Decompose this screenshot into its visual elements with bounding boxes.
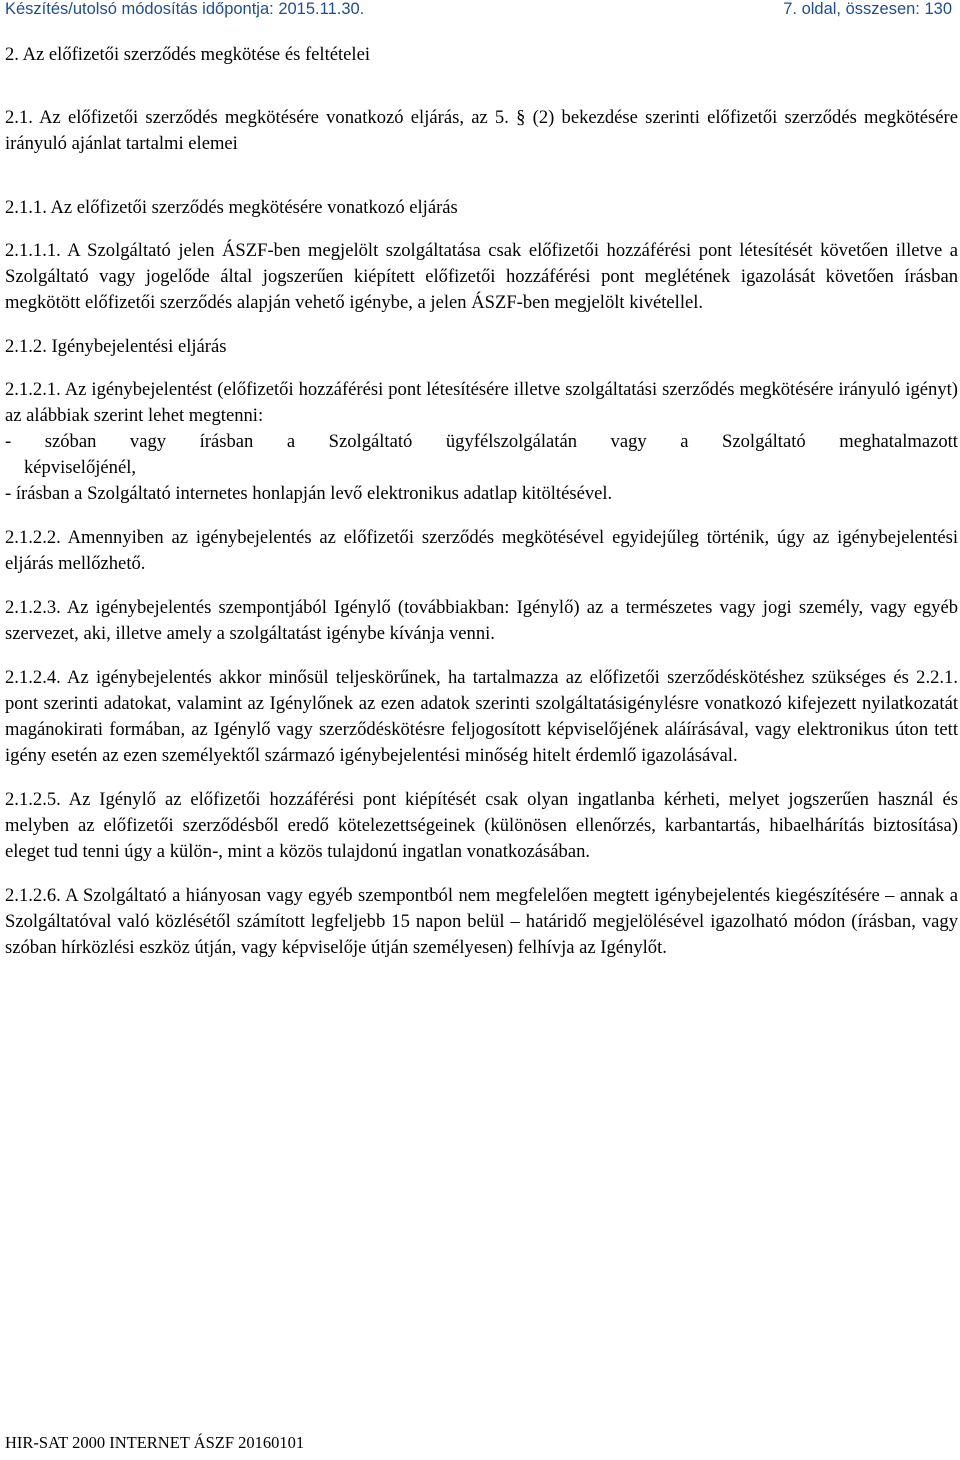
paragraph-2-1-2-1: 2.1.2.1. Az igénybejelentést (előfizetői hozzáférési pont létesítésére illetve szolgáltatási szerződés megkötésére irányuló igényt) az alábbiak szerint lehet megtenni:: [5, 379, 958, 426]
bullet-item: [5, 429, 958, 455]
bullet-text: [11, 429, 958, 455]
paragraph-2-1-2-6: 2.1.2.6. A Szolgáltató a hiányosan vagy egyéb szempontból nem megfelelően megtett igénybejelentés kiegészítésére – annak a Szolgáltatóval való közlésétől számított legfeljebb 15 napon belül – határidő megjelölésével igazolható módon (írásban, vagy szóban hírközlési eszköz útján, vagy képviselője útján személyesen) felhívja az Igénylőt.: [5, 885, 958, 958]
section-title: 2. Az előfizetői szerződés megkötése és feltételei: [5, 44, 371, 65]
bullet-text-line: szóban vagy írásban a Szolgáltató ügyfélszolgálatán vagy a Szolgáltató meghatalmazott: [44, 431, 958, 452]
document-body: [5, 42, 958, 979]
paragraph-2-1-1-1: 2.1.1.1. A Szolgáltató jelen ÁSZF-ben megjelölt szolgáltatása csak előfizetői hozzáférési pont létesítését követően illetve a Szolgáltató vagy jogelőde által jogszerűen kiépített előfizetői hozzáférési pont meglétének igazolását követően írásban megkötött előfizetői szerződés alapján vehető igénybe, a jelen ÁSZF-ben megjelölt kivétellel.: [5, 240, 958, 313]
paragraph-2-1-2-5: 2.1.2.5. Az Igénylő az előfizetői hozzáférési pont kiépítését csak olyan ingatlanba kérheti, melyet jogszerűen használ és melyben az előfizetői szerződésből eredő kötelezettségeinek (különösen ellenőrzés, karbantartás, hibaelhárítás biztosítása) eleget tud tenni úgy a külön-, mint a közös tulajdonú ingatlan vonatkozásában.: [5, 789, 958, 862]
paragraph-2-1-2-4: 2.1.2.4. Az igénybejelentés akkor minősül teljeskörűnek, ha tartalmazza az előfizetői szerződéskötéshez szükséges és 2.2.1. pont szerinti adatokat, valamint az Igénylőnek az ezen adatok szerinti szolgáltatásigénylésre vonatkozó kifejezett nyilatkozatát magánokirati formában, az Igénylő vagy szerződéskötésre feljogosított képviselőjének aláírásával, vagy elektronikus úton tett igény esetén az ezen személyektől származó igénybejelentési minőség hitelt érdemlő igazolásával.: [5, 667, 958, 766]
page-footer: HIR-SAT 2000 INTERNET ÁSZF 20160101: [5, 1433, 305, 1452]
header-page-number: 7. oldal, összesen: 130: [783, 0, 952, 18]
subsection-title: 2.1. Az előfizetői szerződés megkötésére vonatkozó eljárás, az 5. § (2) bekezdése szerinti előfizetői szerződés megkötésére irányuló ajánlat tartalmi elemei: [5, 107, 958, 154]
bullet-item: - írásban a Szolgáltató internetes honlapján levő elektronikus adatlap kitöltésével.: [5, 483, 613, 504]
page-header: [5, 0, 952, 22]
bullet-dash: -: [5, 431, 12, 452]
heading-2-1-2: 2.1.2. Igénybejelentési eljárás: [5, 336, 227, 357]
heading-2-1-1: 2.1.1. Az előfizetői szerződés megkötésére vonatkozó eljárás: [5, 197, 458, 218]
paragraph-2-1-2-3: 2.1.2.3. Az igénybejelentés szempontjából Igénylő (továbbiakban: Igénylő) az a természetes vagy jogi személy, vagy egyéb szervezet, aki, illetve amely a szolgáltatást igénybe kívánja venni.: [5, 597, 958, 644]
bullet-continuation: képviselőjénél,: [24, 457, 137, 478]
paragraph-2-1-2-2: 2.1.2.2. Amennyiben az igénybejelentés az előfizetői szerződés megkötésével egyidejűleg történik, úgy az igénybejelentési eljárás mellőzhető.: [5, 527, 958, 574]
header-timestamp: Készítés/utolsó módosítás időpontja: 2015.11.30.: [5, 0, 365, 18]
